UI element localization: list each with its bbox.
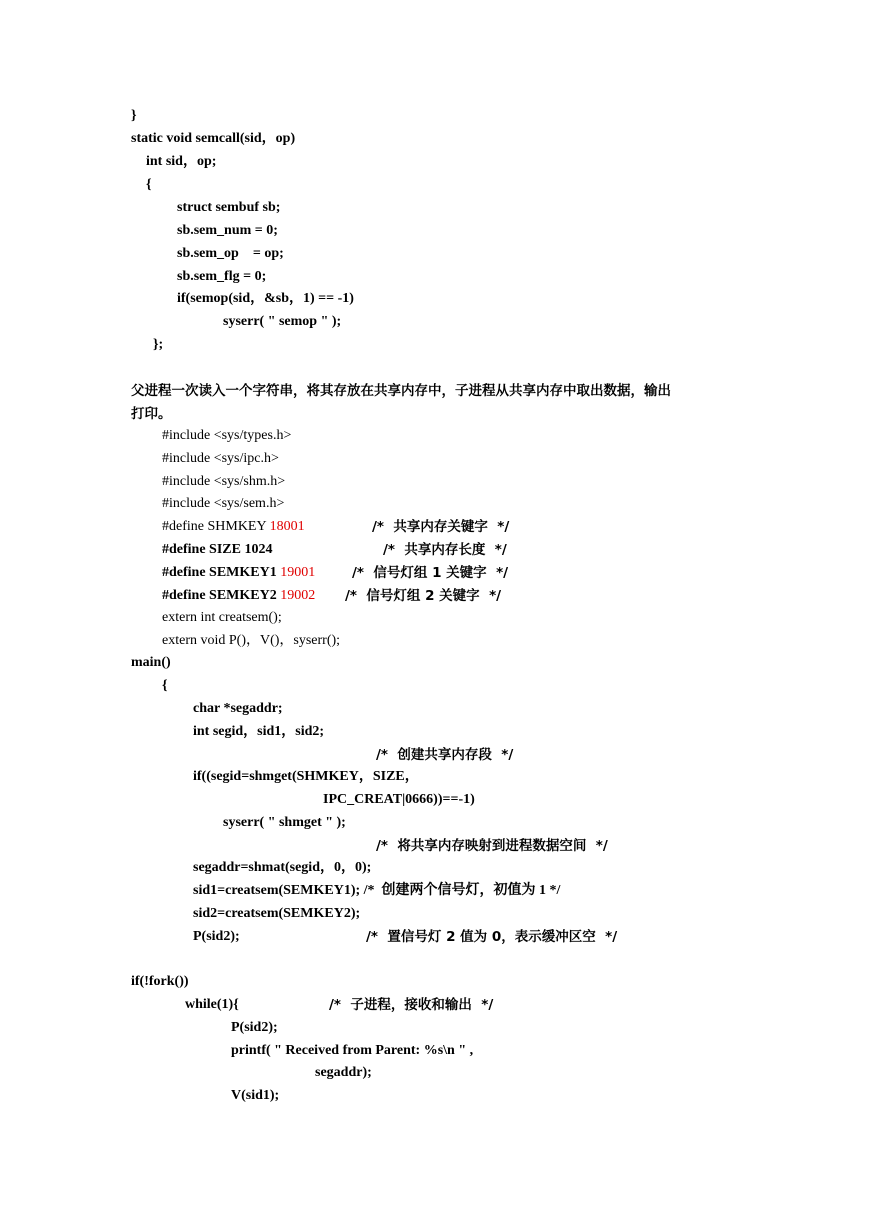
define-prefix: #define SHMKEY [162, 519, 270, 534]
include-line: #include <sys/ipc.h> [162, 451, 279, 466]
code-line: syserr( " shmget " ); [223, 815, 346, 830]
code-line: segaddr=shmat(segid，0，0); [193, 860, 372, 875]
code-line: int segid，sid1，sid2; [193, 724, 325, 739]
code-comment: /* 置信号灯 2 值为 0，表示缓冲区空 */ [366, 929, 618, 945]
code-line: sb.sem_op = op; [177, 246, 284, 261]
define-comment: /* 共享内存关键字 */ [372, 519, 510, 535]
code-line: char *segaddr; [193, 701, 283, 716]
code-line: { [146, 177, 152, 192]
code-line: printf( " Received from Parent: %s\n " , [231, 1043, 474, 1058]
extern-line: extern int creatsem(); [162, 610, 282, 625]
code-comment: /* 创建共享内存段 */ [376, 747, 514, 763]
code-line: V(sid1); [231, 1088, 280, 1103]
define-value: 19001 [280, 565, 316, 580]
code-line: if((segid=shmget(SHMKEY，SIZE， [193, 769, 419, 784]
define-line [162, 563, 315, 583]
code-line: } [131, 108, 137, 123]
define-prefix: #define SEMKEY1 [162, 565, 281, 580]
define-line [162, 517, 305, 537]
code-line: if(!fork()) [131, 974, 189, 989]
define-comment: /* 信号灯组 2 关键字 */ [345, 588, 502, 604]
code-line: static void semcall(sid，op) [131, 131, 296, 146]
define-value: 19002 [280, 588, 316, 603]
description-paragraph: 父进程一次读入一个字符串，将其存放在共享内存中，子进程从共享内存中取出数据，输出 [131, 383, 671, 399]
code-line: main() [131, 655, 171, 670]
define-prefix: #define SIZE 1024 [162, 542, 273, 557]
define-line [162, 540, 272, 560]
code-line: { [162, 678, 168, 693]
code-line: IPC_CREAT|0666))==-1) [323, 792, 475, 807]
code-line: }; [153, 337, 164, 352]
code-line: sid1=creatsem(SEMKEY1); /* 创建两个信号灯，初值为 1 */ [193, 883, 561, 898]
code-line: struct sembuf sb; [177, 200, 281, 215]
include-line: #include <sys/types.h> [162, 428, 292, 443]
define-comment: /* 共享内存长度 */ [383, 542, 507, 558]
include-line: #include <sys/sem.h> [162, 496, 285, 511]
code-line: int sid，op; [146, 154, 217, 169]
code-line: P(sid2); [231, 1020, 278, 1035]
code-line: segaddr); [315, 1065, 372, 1080]
define-value: 18001 [269, 519, 305, 534]
extern-line: extern void P()，V()，syserr(); [162, 633, 341, 648]
define-comment: /* 信号灯组 1 关键字 */ [352, 565, 509, 581]
code-line: syserr( " semop " ); [223, 314, 342, 329]
define-prefix: #define SEMKEY2 [162, 588, 281, 603]
define-line [162, 586, 315, 606]
code-comment: /* 将共享内存映射到进程数据空间 */ [376, 838, 608, 854]
code-line: sb.sem_flg = 0; [177, 269, 267, 284]
code-line: P(sid2); [193, 929, 240, 944]
code-line: if(semop(sid，&sb，1) == -1) [177, 291, 354, 306]
code-line: sb.sem_num = 0; [177, 223, 278, 238]
description-paragraph: 打印。 [131, 406, 172, 422]
code-comment: /* 子进程，接收和输出 */ [329, 997, 494, 1013]
code-line: sid2=creatsem(SEMKEY2); [193, 906, 361, 921]
include-line: #include <sys/shm.h> [162, 474, 286, 489]
code-line: while(1){ [185, 997, 239, 1012]
